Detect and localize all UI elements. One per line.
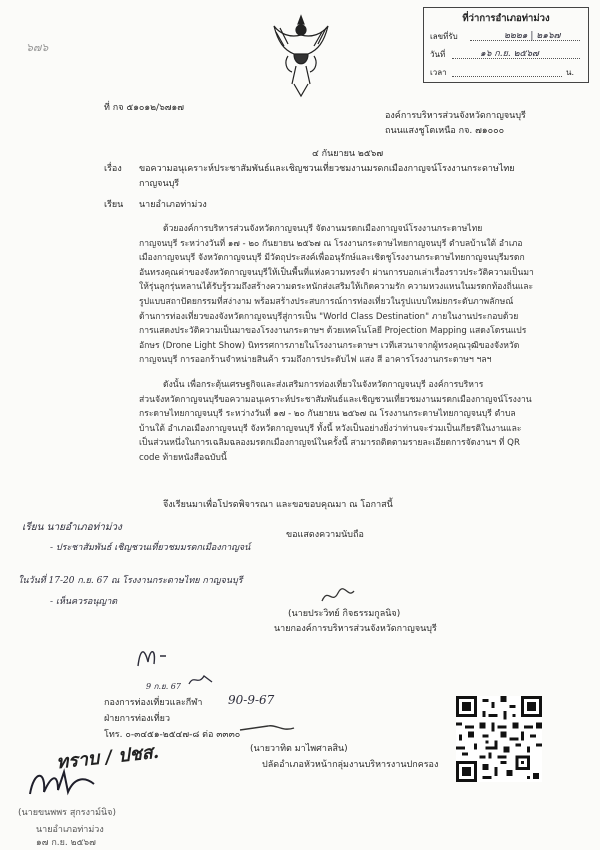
garuda-emblem — [270, 12, 332, 100]
signer-signature — [318, 585, 358, 607]
stamp-receive-no: ๒๒๒๑ | ๒๑๖๗ — [504, 31, 561, 41]
regards: ขอแสดงความนับถือ — [286, 530, 364, 540]
handwritten-side-date: 90-9-67 — [228, 693, 275, 707]
district-chief-name: (นายขนพพร สุกรงาม์นิจ) — [18, 808, 116, 818]
stamp-date-label: วันที่ — [430, 50, 446, 59]
official-signature — [238, 720, 298, 738]
paragraph-line: เมืองกาญจนบุรี จังหวัดกาญจนบุรี มีวัตถุประสงค์เพื่ออนุรักษ์และเชิดชูโรงงานกระดาษไทยกาญจนบุรีมรดก — [139, 253, 525, 264]
paragraph-line: อันทรงคุณค่าของจังหวัดกาญจนบุรีให้เป็นพื้นที่แห่งความทรงจำ ผ่านการบอกเล่าเรื่องราวประวัติความเป็นมา — [139, 267, 534, 278]
sender-org-line-2: ถนนแสงชูโตเหนือ กจ. ๗๑๐๐๐ — [385, 126, 505, 136]
handwritten-initials — [132, 642, 172, 672]
paragraph-line: ดังนั้น เพื่อกระตุ้นเศรษฐกิจและส่งเสริมการท่องเที่ยวในจังหวัดกาญจนบุรี องค์การบริหาร — [163, 380, 484, 390]
handwritten-note-1: เรียน นายอำเภอท่าม่วง — [22, 522, 122, 533]
margin-note: ๖๗๖ — [26, 41, 49, 54]
paragraph-2 — [139, 378, 532, 466]
to-label: เรียน — [104, 200, 124, 210]
subject-label: เรื่อง — [104, 164, 122, 174]
official-name: (นายวาทิต มาไพศาลสิน) — [250, 744, 348, 754]
paragraph-line: ด้วยองค์การบริหารส่วนจังหวัดกาญจนบุรี จัดงานมรดกเมืองกาญจน์โรงงานกระดาษไทย — [163, 224, 483, 234]
handwritten-note-2: - ประชาสัมพันธ์ เชิญชวนเที่ยวชมมรดกเมืองกาญจน์ — [50, 543, 251, 553]
signer-title: นายกองค์การบริหารส่วนจังหวัดกาญจนบุรี — [274, 624, 437, 634]
subject-line-2: กาญจนบุรี — [139, 179, 180, 189]
district-chief-date: ๑๗ ก.ย. ๒๕๖๗ — [36, 838, 96, 848]
closing-line: จึงเรียนมาเพื่อโปรดพิจารณา และขอขอบคุณมา ณ โอกาสนี้ — [163, 500, 393, 510]
handwritten-note-3: ในวันที่ 17-20 ก.ย. 67 ณ โรงงานกระดาษไทย กาญจนบุรี — [18, 576, 243, 586]
qr-code — [456, 696, 542, 782]
stamp-title: ที่ว่าการอำเภอท่าม่วง — [462, 13, 550, 24]
paragraph-line: ด้านการท่องเที่ยวของจังหวัดกาญจนบุรีสู่การเป็น "World Class Destination" ภายในงานประกอบด้วย — [139, 311, 519, 322]
paragraph-line: code ท้ายหนังสือฉบับนี้ — [139, 452, 227, 463]
paragraph-line: กาญจนบุรี ระหว่างวันที่ ๑๗ - ๒๐ กันยายน ๒๕๖๗ ณ โรงงานกระดาษไทยกาญจนบุรี ตำบลบ้านใต้ อำเภอ — [139, 238, 523, 249]
handwritten-mark — [186, 670, 216, 690]
paragraph-line: ส่วนจังหวัดกาญจนบุรีขอความอนุเคราะห์ประชาสัมพันธ์และเชิญชวนเที่ยวชมงานมรดกเมืองกาญจน์โรงงาน — [139, 394, 532, 405]
paragraph-line: เป็นส่วนหนึ่งในการเฉลิมฉลองมรดกเมืองกาญจน์ในครั้งนี้ สามารถติดตามรายละเอียดการจัดงานฯ ที่ QR — [139, 438, 520, 449]
stamp-date-value: ๑๖ ก.ย. ๒๕๖๗ — [480, 49, 539, 59]
handwritten-scrawl: ทราบ / ปชส. — [55, 741, 160, 774]
paragraph-line: การแสดงประวัติความเป็นมาของโรงงานกระดาษฯ ด้วยเทคโนโลยี Projection Mapping แสดงโดรนแปร — [139, 326, 527, 337]
handwritten-note-4: - เห็นควรอนุญาต — [50, 597, 118, 607]
paragraph-1 — [139, 222, 534, 368]
district-chief-title: นายอำเภอท่าม่วง — [36, 825, 104, 835]
contact-phone: โทร. ๐-๓๔๕๑-๒๕๔๗-๘ ต่อ ๓๓๓๐ — [104, 730, 241, 740]
receiving-stamp — [423, 7, 589, 83]
subject-line-1: ขอความอนุเคราะห์ประชาสัมพันธ์และเชิญชวนเที่ยวชมงานมรดกเมืองกาญจน์โรงงานกระดาษไทย — [139, 164, 515, 174]
paragraph-line: กาญจนบุรี การออกร้านจำหน่ายสินค้า รวมถึงการประดับไฟ แสง สี อาคารโรงงานกระดาษฯ ฯลฯ — [139, 355, 492, 366]
paragraph-line: กระดาษไทยกาญจนบุรี ระหว่างวันที่ ๑๗ - ๒๐ กันยายน ๒๕๖๗ ณ โรงงานกระดาษไทยกาญจนบุรี ตำบล — [139, 409, 516, 420]
stamp-time-unit: น. — [566, 68, 575, 77]
signer-name: (นายประวิทย์ กิจธรรมกูลนิจ) — [288, 609, 401, 619]
paragraph-line: ให้รุ่นลูกรุ่นหลานได้รับรู้รวมถึงสร้างความตระหนักส่งเสริมให้เกิดความรัก ความหวงแหนในมรดกท้องถิ่นและ — [139, 282, 534, 293]
paragraph-line: บ้านใต้ อำเภอเมืองกาญจนบุรี จังหวัดกาญจนบุรี ทั้งนี้ หวังเป็นอย่างยิ่งว่าท่านจะร่วมเป็นเกียรติในงานและ — [139, 423, 522, 434]
letter-date: ๔ กันยายน ๒๕๖๗ — [312, 149, 384, 159]
official-title: ปลัดอำเภอหัวหน้ากลุ่มงานบริหารงานปกครอง — [262, 760, 439, 770]
contact-division: กองการท่องเที่ยวและกีฬา — [104, 698, 203, 708]
to-recipient: นายอำเภอท่าม่วง — [139, 200, 207, 210]
handwritten-date: 9 ก.ย. 67 — [146, 682, 181, 691]
paragraph-line: รูปแบบสถาปัตยกรรมที่สง่างาม พร้อมสร้างประสบการณ์การท่องเที่ยวในรูปแบบใหม่ยกระดับภาพลักษณ์ — [139, 296, 514, 307]
stamp-receive-label: เลขที่รับ — [430, 32, 458, 41]
contact-section: ฝ่ายการท่องเที่ยว — [104, 714, 171, 724]
stamp-time-label: เวลา — [430, 68, 447, 77]
paragraph-line: อักษร (Drone Light Show) นิทรรศการภายในโรงงานกระดาษฯ เวทีเสวนาจากผู้ทรงคุณวุฒิของจังหวัด — [139, 340, 520, 351]
reference-number: ที่ กจ ๕๑๐๑๒/๖๗๑๗ — [104, 103, 185, 113]
bottom-signature — [24, 760, 104, 802]
sender-org-line-1: องค์การบริหารส่วนจังหวัดกาญจนบุรี — [385, 111, 526, 121]
